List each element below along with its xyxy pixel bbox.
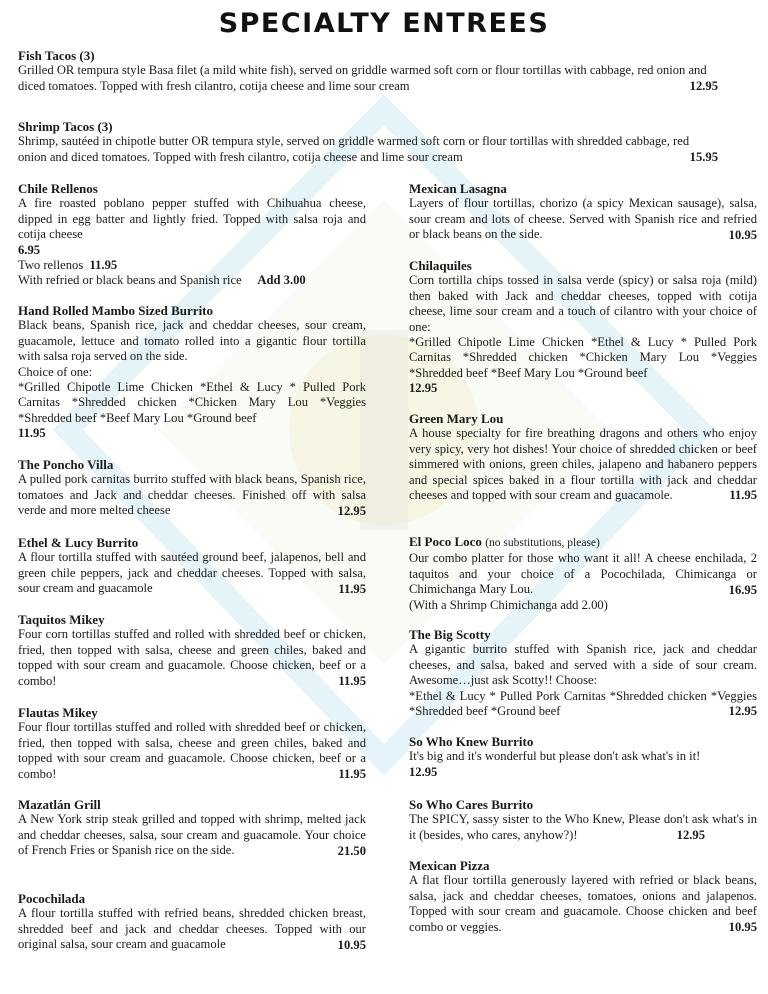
menu-item-pocochilada: [18, 891, 366, 953]
item-name: The Big Scotty: [409, 627, 491, 642]
item-addon: (With a Shrimp Chimichanga add 2.00): [409, 598, 608, 613]
menu-item-fish-tacos: [18, 48, 718, 95]
menu-item-mexican-lasagna: [409, 181, 757, 243]
item-price: 16.95: [728, 582, 757, 597]
item-price: 12.95: [409, 381, 438, 396]
item-description: A house specialty for fire breathing dragons and others who enjoy very spicy, very hot dishes! Your choice of shredded chicken or beef simmered with onions, green chiles, jalapeno and habanero peppers and special spices baked in a flour tortilla with jack and cheddar cheeses and topped with sour cream and guacamole.: [409, 426, 757, 503]
item-name: Ethel & Lucy Burrito: [18, 535, 139, 550]
item-description: A fire roasted poblano pepper stuffed with Chihuahua cheese, dipped in egg batter and lightly fried. Topped with salsa roja and cotija cheese: [18, 196, 366, 242]
item-name: Shrimp Tacos (3): [18, 119, 113, 134]
item-name: So Who Cares Burrito: [409, 797, 534, 812]
item-name: Mexican Pizza: [409, 858, 490, 873]
item-description: A flat flour tortilla generously layered with refried or black beans, salsa, jack and cheddar cheeses, tomatoes, onions and jalapenos. Topped with sour cream and guacamole. Choose chicken and beef combo or veggies.: [409, 873, 757, 934]
item-price: 11.95: [338, 674, 366, 689]
item-price: 10.95: [728, 920, 757, 935]
addon-price: Add 3.00: [257, 273, 306, 288]
item-price: 6.95: [18, 242, 41, 257]
item-options: *Grilled Chipotle Lime Chicken *Ethel & Lucy * Pulled Pork Carnitas *Shredded chicken *Chicken Mary Lou *Veggies *Shredded beef *Beef Mary Lou *Ground beef: [18, 380, 366, 425]
item-description: Shrimp, sautéed in chipotle butter OR tempura style, served on griddle warmed soft corn or flour tortillas with shredded cabbage, red onion and diced tomatoes. Topped with fresh cilantro, cotija cheese and lime sour cream: [18, 134, 690, 164]
menu-item-chilaquiles: [409, 258, 757, 397]
item-description: Corn tortilla chips tossed in salsa verde (spicy) or salsa roja (mild) then baked with Jack and cheddar cheeses, topped with cotija cheese, lime sour cream and a touch of cilantro with your choice of one:: [409, 273, 757, 334]
item-price: 11.95: [18, 426, 46, 441]
two-rellenos-price: 11.95: [89, 258, 118, 273]
addon-label: With refried or black beans and Spanish rice: [18, 273, 242, 288]
item-name: Chilaquiles: [409, 258, 472, 273]
item-price: 10.95: [337, 937, 366, 952]
item-description: Our combo platter for those who want it all! A cheese enchilada, 2 taquitos and your choice of a Pocochilada, Chimicanga or Chimichanga Mary Lou.: [409, 551, 757, 597]
item-name: Taquitos Mikey: [18, 612, 105, 627]
item-description: It's big and it's wonderful but please don't ask what's in it!: [409, 749, 701, 764]
item-name: Green Mary Lou: [409, 411, 504, 426]
item-name: Hand Rolled Mambo Sized Burrito: [18, 303, 214, 318]
menu-item-ethel-lucy: [18, 535, 366, 597]
menu-item-poncho-villa: [18, 457, 366, 519]
menu-item-taquitos-mikey: [18, 612, 366, 689]
item-price: 10.95: [728, 227, 757, 242]
item-price: 12.95: [409, 764, 438, 779]
two-rellenos-line: [18, 258, 366, 273]
item-name: So Who Knew Burrito: [409, 734, 534, 749]
menu-item-flautas-mikey: [18, 705, 366, 782]
item-price: 12.95: [337, 503, 366, 518]
item-description: A pulled pork carnitas burrito stuffed with black beans, Spanish rice, tomatoes and Jack and cheddar cheeses. Finished off with salsa verde and more melted cheese: [18, 472, 366, 518]
menu-item-chile-rellenos: [18, 181, 366, 289]
item-name: Flautas Mikey: [18, 705, 98, 720]
item-name: Mazatlán Grill: [18, 797, 101, 812]
menu-item-mexican-pizza: [409, 858, 757, 935]
item-description: A flour tortilla stuffed with refried beans, shredded chicken breast, shredded beef and jack and cheddar cheeses. Topped with our original salsa, sour cream and guacamole: [18, 906, 366, 952]
item-name: The Poncho Villa: [18, 457, 114, 472]
item-price: 11.95: [338, 581, 366, 596]
item-price: 12.95: [689, 79, 718, 94]
item-price: 15.95: [689, 150, 718, 165]
item-name-line: [409, 534, 757, 551]
item-options: *Grilled Chipotle Lime Chicken *Ethel & Lucy * Pulled Pork Carnitas *Shredded chicken *Chicken Mary Lou *Veggies *Shredded beef *Beef Mary Lou *Ground beef: [409, 335, 757, 380]
item-price: 11.95: [338, 767, 366, 782]
item-name: Fish Tacos (3): [18, 48, 95, 63]
item-note: (no substitutions, please): [485, 537, 600, 549]
item-description: The SPICY, sassy sister to the Who Knew, Please don't ask what's in it (besides, who cares, anyhow?)!: [409, 812, 757, 842]
item-description: Black beans, Spanish rice, jack and cheddar cheeses, sour cream, guacamole, lettuce and tomato rolled into a gigantic flour tortilla with salsa roja served on the side.: [18, 318, 366, 364]
menu-item-big-scotty: [409, 627, 757, 720]
item-name: Mexican Lasagna: [409, 181, 507, 196]
item-description: Layers of flour tortillas, chorizo (a spicy Mexican sausage), salsa, sour cream and lots of cheese. Served with Spanish rice and refried or black beans on the side.: [409, 196, 757, 242]
item-price: 12.95: [728, 704, 757, 719]
item-description: A New York strip steak grilled and topped with shrimp, melted jack and cheddar cheeses, salsa, sour cream and guacamole. Your choice of French Fries or Spanish rice on the side.: [18, 812, 366, 858]
item-name: Pocochilada: [18, 891, 86, 906]
item-description: A flour tortilla stuffed with sautéed ground beef, jalapenos, bell and green chile peppers, jack and cheddar cheeses. Topped with salsa, sour cream and guacamole: [18, 550, 366, 596]
menu-item-el-poco-loco: [409, 534, 757, 613]
menu-item-mazatlan-grill: [18, 797, 366, 859]
addon-line: [18, 273, 366, 288]
menu-item-so-who-knew: [409, 734, 757, 780]
item-description: Grilled OR tempura style Basa filet (a mild white fish), served on griddle warmed soft corn or flour tortillas with cabbage, red onion and diced tomatoes. Topped with fresh cilantro, cotija cheese and lime sour cream: [18, 63, 707, 93]
menu-item-mambo-burrito: [18, 303, 366, 442]
menu-item-shrimp-tacos: [18, 119, 718, 166]
item-choice: Choice of one:: [18, 364, 93, 379]
item-price: 21.50: [337, 843, 366, 858]
item-name: Chile Rellenos: [18, 181, 98, 196]
menu-item-so-who-cares: [409, 797, 757, 844]
item-description: Four corn tortillas stuffed and rolled with shredded beef or chicken, fried, then topped with salsa, cheese and green chiles, baked and topped with sour cream and guacamole. Choose chicken, beef or a combo!: [18, 627, 366, 688]
menu-item-green-mary-lou: [409, 411, 757, 504]
item-price: 11.95: [729, 488, 757, 503]
item-price: 12.95: [676, 828, 705, 843]
page-title: SPECIALTY ENTREES: [218, 8, 550, 39]
item-name: El Poco Loco: [409, 534, 482, 549]
item-options: *Ethel & Lucy * Pulled Pork Carnitas *Shredded chicken *Veggies *Shredded beef *Ground beef: [409, 688, 757, 719]
item-description: Four flour tortillas stuffed and rolled with shredded beef or chicken, fried, then topped with salsa, cheese and green chiles, baked and topped with sour cream and guacamole. Choose chicken, beef or a combo!: [18, 720, 366, 781]
item-description: A gigantic burrito stuffed with Spanish rice, jack and cheddar cheeses, and salsa, baked and served with a side of sour cream. Awesome…just ask Scotty!! Choose:: [409, 642, 757, 688]
two-rellenos-label: Two rellenos: [18, 258, 84, 273]
